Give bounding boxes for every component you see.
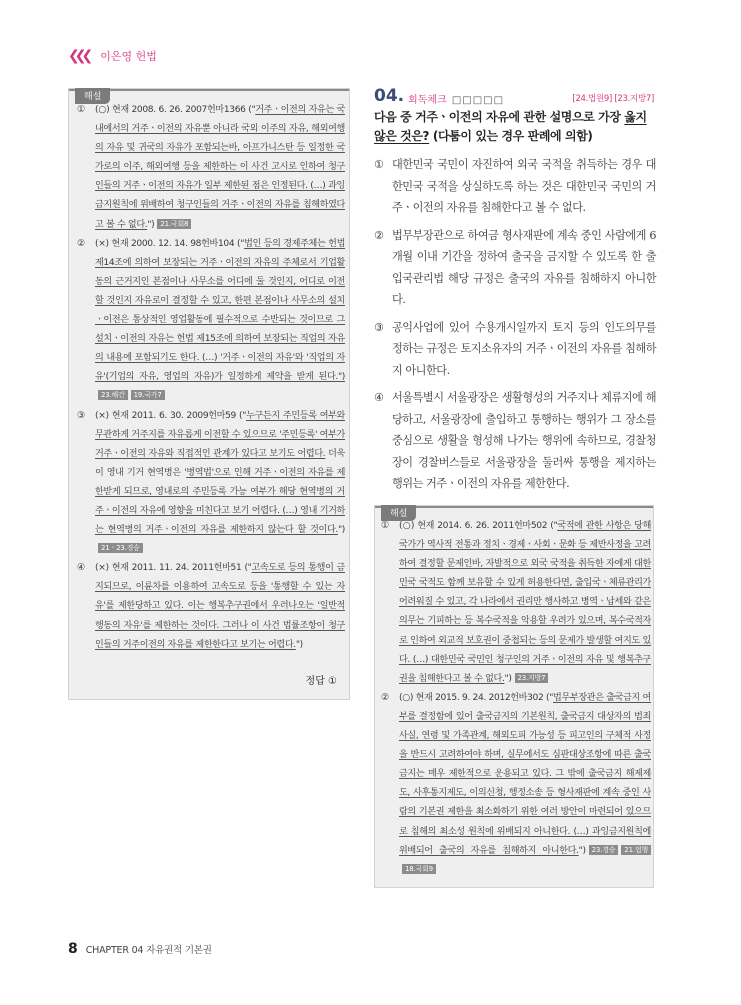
choice-item[interactable]: [374, 225, 656, 311]
choice-item[interactable]: [374, 317, 656, 382]
explanation-text-part: 누구든지 주민등록 여부와 무관하게 거주지를 자유롭게 이전할 수 있으므로 '주민등록' 여부가 거주ㆍ이전의 자유와 직접적인 관계가 있다고 보기도 어렵다.: [95, 410, 345, 459]
explanation-text-part: (×) 현재 2011. 6. 30. 2009헌마59 (": [95, 410, 247, 421]
explanation-text-part: "): [578, 845, 586, 856]
explanation-box-right: [374, 505, 654, 888]
explanation-text: [399, 517, 651, 689]
explanation-text: [95, 559, 345, 654]
explanation-text-part: 법인 등의 경제주체는 헌법 제14조에 의하여 보장되는 거주ㆍ이전의 자유의 주체로서 기업활동의 근거지인 본점이나 사무소를 어디에 둘 것인지, 어디로 이전할 것인지 자유로이 결정할 수 있고, 한편 본점이나 사무소의 설치ㆍ이전은 통상적인 영업활동에 필수적으로 수반되는 것이므로 그 설치ㆍ이전의 자유는 헌법 제15조에 의하여 보장되는 직업의 자유의 내용에 포함되기도 한다.: [95, 238, 346, 364]
explanation-item: [381, 517, 651, 689]
explanation-tag: 해설: [381, 505, 416, 521]
explanation-number: ①: [77, 105, 85, 115]
chapter-title: CHAPTER 04 자유권적 기본권: [85, 945, 212, 956]
question-stem-emphasis: 옳지 않은 것은?: [374, 110, 647, 143]
choice-text: 대한민국 국민이 자진하여 외국 국적을 취득하는 경우 대한민국 국적을 상실하도록 하는 것은 대한민국 국민의 거주ㆍ이전의 자유를 침해한다고 볼 수 없다.: [392, 158, 656, 214]
choice-text: 공익사업에 있어 수용개시일까지 토지 등의 인도의무를 정하는 규정은 토지소유자의 거주ㆍ이전의 자유를 침해하지 아니한다.: [392, 320, 656, 377]
choice-number: ①: [374, 158, 384, 171]
tag-rule: [375, 506, 653, 508]
question-number: 04.: [374, 86, 405, 106]
answer-label: 정답 ①: [305, 676, 337, 687]
choice-number: ④: [374, 391, 384, 404]
explanation-text-part: "): [295, 639, 303, 650]
source-badge: 23.경승: [589, 845, 619, 855]
review-check: [408, 91, 504, 106]
choice-number: ③: [374, 320, 384, 334]
explanation-item: [381, 689, 651, 880]
question-sources: [24.법원9] [23.지방7]: [572, 94, 654, 104]
choice-text: 서울특별시 서울광장은 생활형성의 거주지나 체류지에 해당하고, 서울광장에 출입하고 통행하는 행위가 그 장소를 중심으로 생활을 형성해 나가는 행위에 속하므로, 경찰청장이 경찰버스들로 서울광장을 둘러싸 통행을 제지하는 행위는 거주ㆍ이전의 자유를 제한한다.: [392, 391, 656, 490]
source-badge: 19.국가7: [131, 390, 165, 400]
book-title: 이은영 헌법: [100, 50, 157, 63]
explanation-text: [95, 101, 345, 235]
source-badge: 18.국회9: [402, 864, 436, 874]
source-badge: 23.지방7: [515, 673, 549, 683]
chevron-left-icon: ❮❮❮: [68, 48, 89, 64]
page-number: 8: [68, 941, 78, 957]
explanation-list: [381, 517, 651, 880]
explanation-box-left: [68, 88, 350, 700]
explanation-text: [95, 235, 345, 407]
explanation-text-part: 법무부장관은 출국금지 여부를 결정함에 있어 출국금지의 기본원칙, 출국금지 대상자의 범죄사실, 연령 및 가족관계, 해외도피 가능성 등 피고인의 구체적 사정을 반드시 고려하여야 하며, 실무에서도 심판대상조항에 따른 출국금지는 매우 제한적으로 운용되고 있다. 그 밖에 출국금지 해제제도, 사후통지제도, 이의신청, 행정소송 등 형사재판에 계속 중인 사람의 기본권 제한을 최소화하기 위한 여러 방안이 마련되어 있으므로 침해의 최소성 원칙에 위배되지 아니한다. (…) 과잉금지원칙에 위배되어 출국의 자유를 침해하지 아니한다.: [399, 692, 651, 856]
explanation-item: [77, 235, 345, 407]
explanation-text-part: (×) 현재 2011. 11. 24. 2011헌바51 (": [95, 563, 252, 574]
question-stem-part: (다툼이 있는 경우 판례에 의함): [429, 129, 593, 143]
explanation-number: ②: [77, 238, 85, 249]
explanation-text-part: "): [147, 219, 155, 230]
source-badge: 21.국회8: [157, 219, 191, 229]
tag-rule: [69, 89, 349, 91]
explanation-text-part: (○) 현재 2015. 9. 24. 2012헌바302 (": [399, 692, 554, 703]
explanation-text-part: 병역법'으로 인해 거주ㆍ이전의 자유를 제한받게 되므로, 영내로의 주민등록 가능 여부가 해당 현역병의 거주ㆍ이전의 자유에 영향을 미친다고 보기 어렵다. (…) 영내 기거하는 현역병의 거주ㆍ이전의 자유를 제한하지 않는다 할 것이다.: [95, 467, 345, 536]
explanation-text-part: 고속도로 등의 통행이 금지되므로, 이륜차를 이용하여 고속도로 등을 '통행할 수 있는 자유'를 제한당하고 있다. 이는 행복추구권에서 우러나오는 '일반적 행동의 자유'를 제한하는 것이다. 그러나 이 사건 법률조항이 청구인들의 거주이전의 자유를 제한한다고 보기는 어렵다.: [95, 563, 345, 650]
choice-item[interactable]: [374, 154, 656, 219]
explanation-text-part: "): [337, 525, 345, 536]
explanation-text-part: (○) 현재 2008. 6. 26. 2007헌마1366 (": [95, 105, 256, 115]
question-stem-part: 다음 중 거주ㆍ이전의 자유에 관한 설명으로 가장: [374, 110, 625, 124]
explanation-text: [95, 407, 345, 560]
choice-text: 법무부장관으로 하여금 형사재판에 계속 중인 사람에게 6개월 이내 기간을 정하여 출국을 금지할 수 있도록 한 출입국관리법 해당 규정은 출국의 자유를 침해하지 아니한다.: [392, 228, 656, 306]
explanation-item: [77, 559, 345, 654]
explanation-number: ②: [381, 692, 389, 703]
choice-list: [374, 154, 656, 501]
explanation-text-part: (…) '거주ㆍ이전의 자유'와 '직업의 자유'(기업의 자유, 영업의 자유)가 일정하게 제약을 받게 된다."): [95, 353, 345, 383]
explanation-tag: 해설: [75, 88, 110, 104]
explanation-item: [77, 101, 345, 235]
explanation-list: [77, 101, 345, 655]
explanation-text-part: 거주ㆍ이전의 자유는 국내에서의 거주ㆍ이전의 자유뿐 아니라 국외 이주의 자유, 해외여행의 자유 및 귀국의 자유가 포함되는바, 아프가니스탄 등 일정한 국가로의 이주, 해외여행 등을 제한하는 이 사건 고시로 인하여 청구인들의 거주ㆍ이전의 자유가 일부 제한된 점은 인정된다. (…) 과잉금지원칙에 위배하여 청구인들의 거주ㆍ이전의 자유를 침해하였다고 볼 수 없다.: [95, 105, 345, 230]
explanation-text-part: (○) 현재 2014. 6. 26. 2011헌마502 (": [399, 521, 558, 531]
explanation-text-part: (×) 현재 2000. 12. 14. 98헌바104 (": [95, 238, 245, 249]
page-footer: [68, 941, 212, 957]
explanation-text-part: 국적에 관한 사항은 당해 국가가 역사적 전통과 정치ㆍ경제ㆍ사회ㆍ문화 등 제반사정을 고려하여 결정할 문제인바, 자발적으로 외국 국적을 취득한 자에게 대한민국 국적도 함께 보유할 수 있게 허용한다면, 출입국ㆍ체류관리가 어려워질 수 있고, 각 나라에서 권리만 행사하고 병역ㆍ납세와 같은 의무는 기피하는 등 복수국적을 악용할 우려가 있으며, 복수국적자로 인하여 외교적 보호권이 중첩되는 등의 문제가 발생할 여지도 있다. (…) 대한민국 국민인 청구인의 거주ㆍ이전의 자유 및 행복추구권을 침해한다고 볼 수 없다.: [399, 521, 652, 684]
choice-item[interactable]: [374, 387, 656, 495]
running-head: [68, 48, 157, 64]
source-badge: 23.해간: [98, 390, 128, 400]
choice-number: ②: [374, 228, 384, 242]
source-badge: 21.법행: [621, 845, 651, 855]
explanation-number: ④: [77, 563, 85, 574]
explanation-text-part: 더욱이 영내 기거 현역병은 ': [95, 448, 345, 478]
source-badge: 21ㆍ23.경승: [98, 543, 143, 553]
review-check-label: 회독체크: [408, 95, 447, 106]
question-stem: [374, 108, 656, 146]
explanation-number: ③: [77, 410, 85, 421]
checkbox-icon[interactable]: □□□□□: [451, 95, 505, 106]
explanation-number: ①: [381, 521, 389, 531]
question-header: [374, 88, 654, 106]
explanation-text: [399, 689, 651, 880]
explanation-text-part: "): [504, 673, 512, 684]
explanation-item: [77, 407, 345, 560]
